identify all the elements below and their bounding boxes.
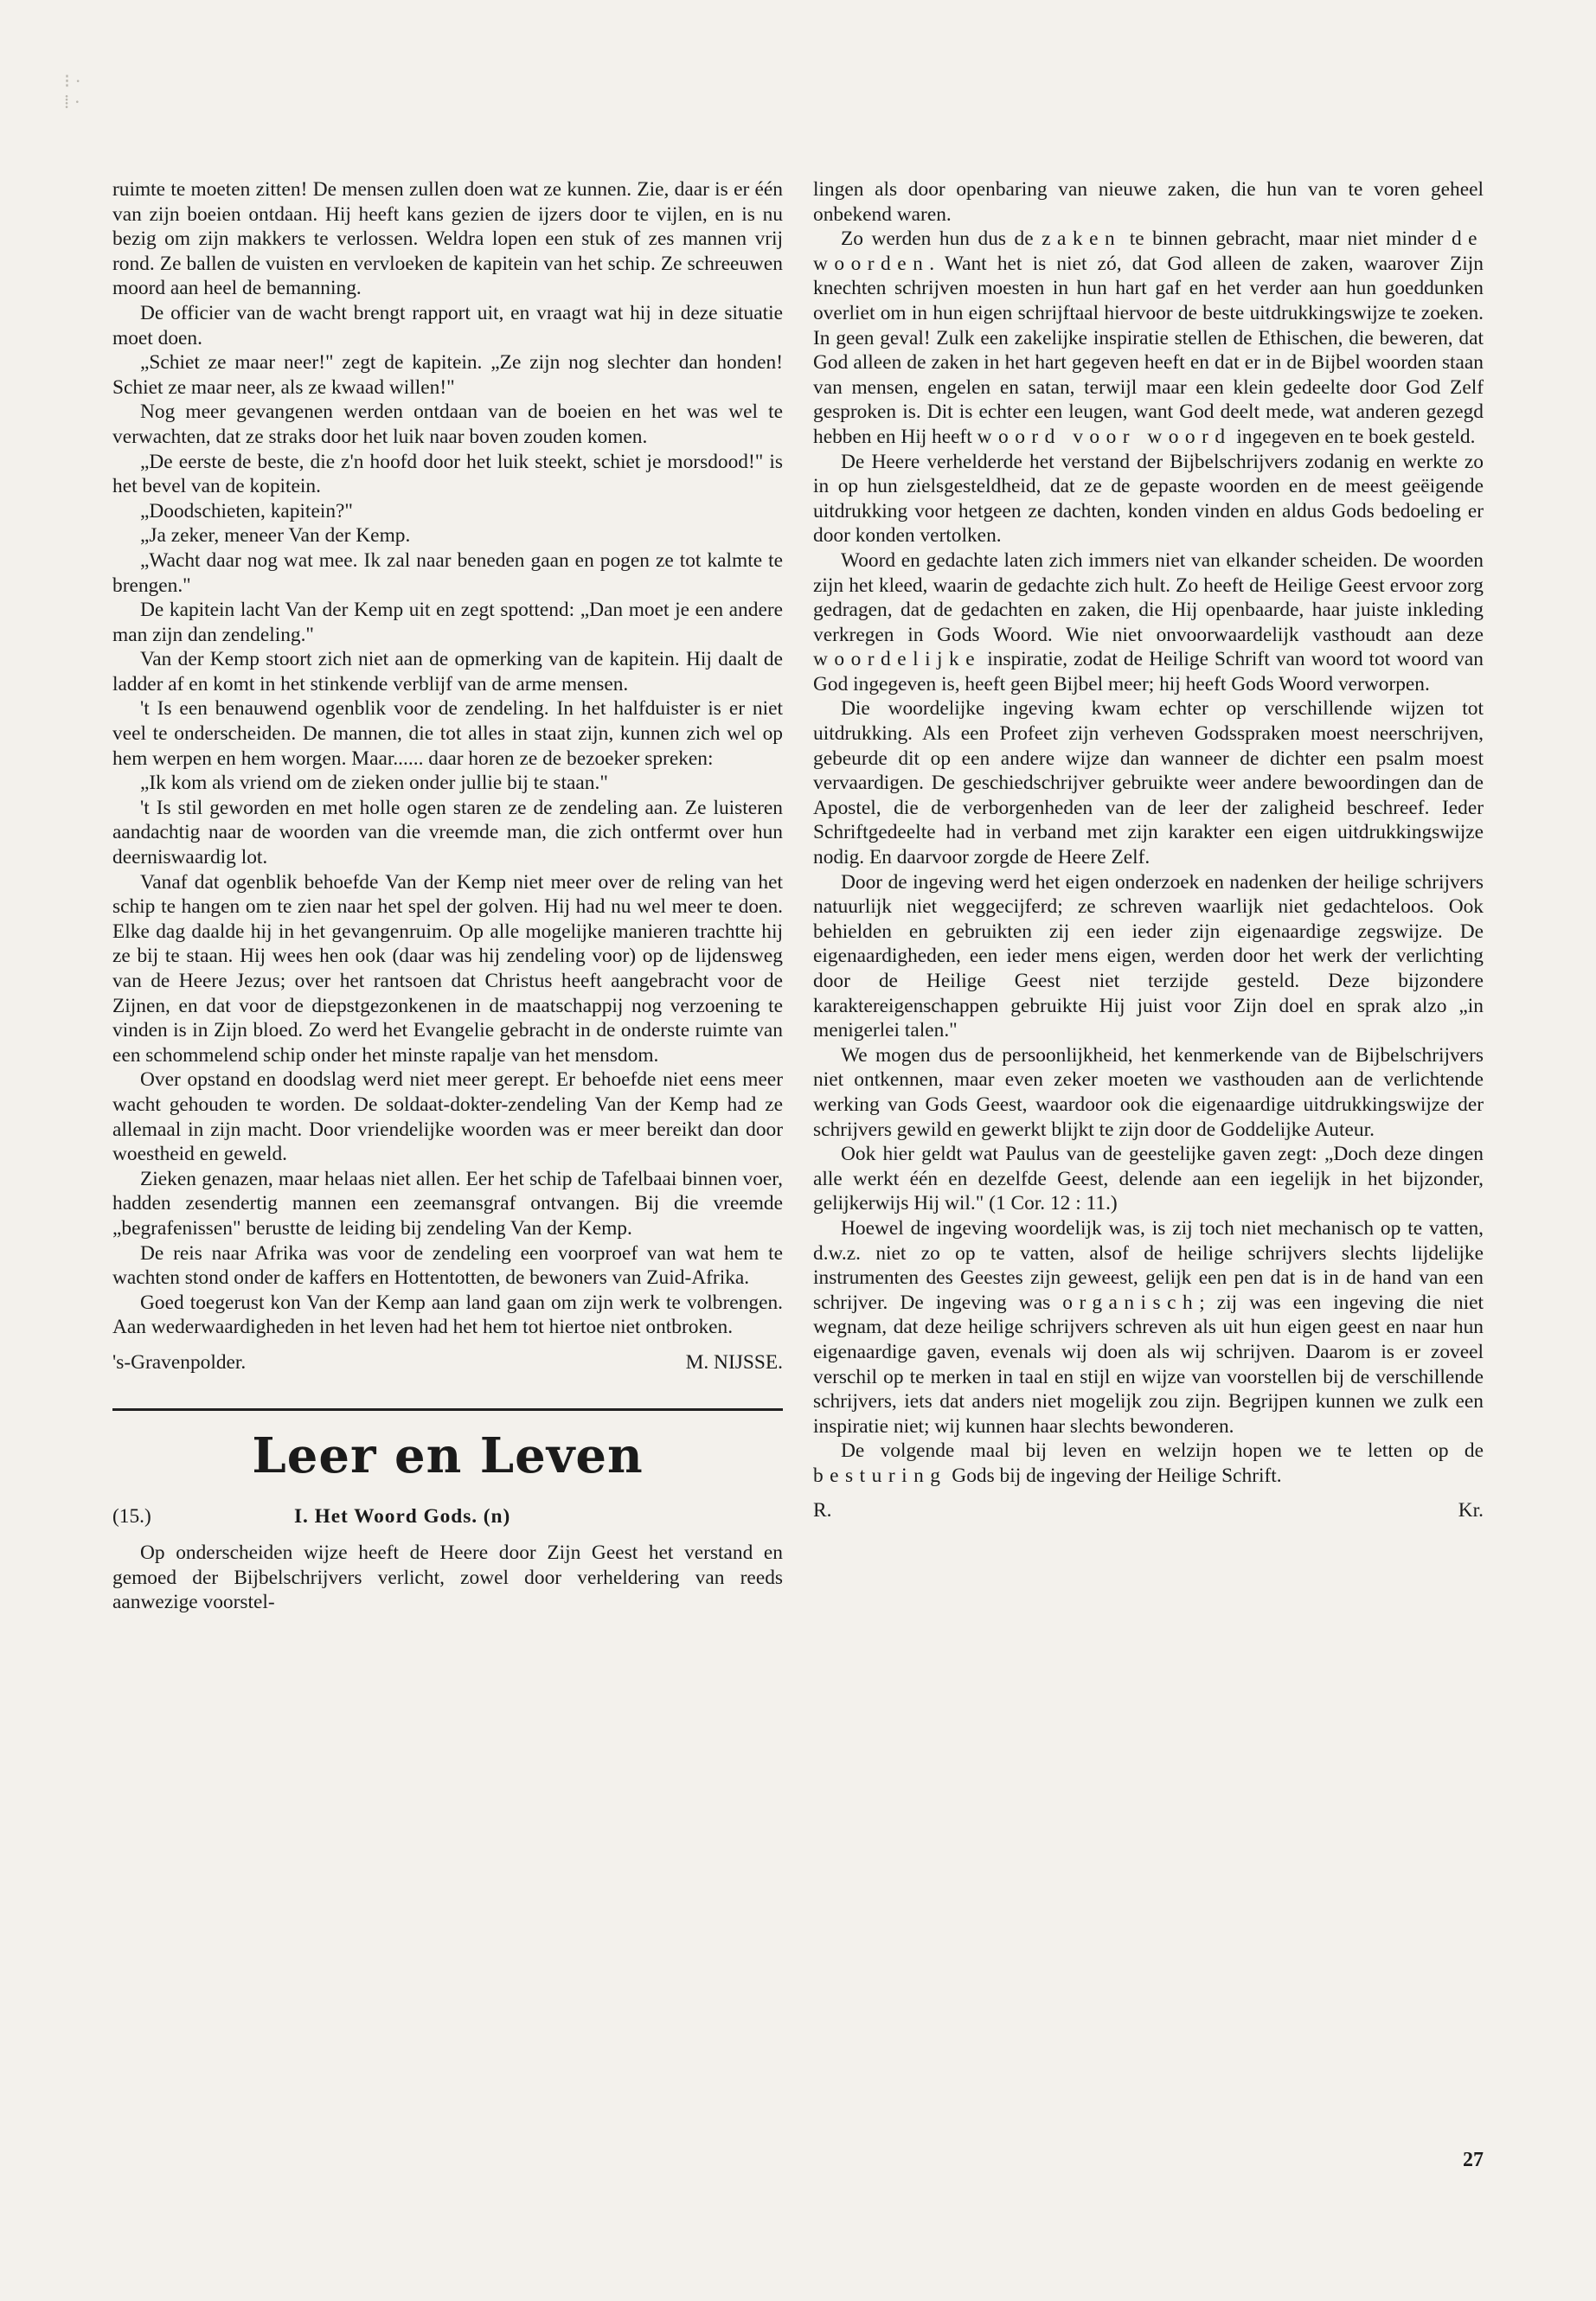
spaced-emphasis: woordelijke bbox=[813, 648, 982, 671]
paragraph: „Ja zeker, meneer Van der Kemp. bbox=[140, 524, 411, 548]
spaced-emphasis: zaken bbox=[1042, 228, 1122, 251]
paragraph: De volgende maal bij leven en welzijn hopen we te letten op de besturing Gods bij de ingeving der Heilige Schrift. bbox=[813, 1439, 1484, 1487]
paragraph: Nog meer gevangenen werden ontdaan van de boeien en het was wel te verwachten, dat ze straks door het luik naar boven zouden komen. bbox=[112, 401, 783, 448]
paragraph: 't Is een benauwend ogenblik voor de zendeling. In het halfduister is er niet veel te onderscheiden. De mannen, die tot alles in staat zijn, kunnen zich wel op hem werpen en hem worgen. Maar...... daar horen ze de bezoeker spreken: bbox=[112, 697, 783, 770]
paragraph: Woord en gedachte laten zich immers niet van elkander scheiden. De woorden zijn het kleed, waarin de gedachte zich hult. Zo heeft de Heilige Geest ervoor zorg gedragen, dat de gedachten en zaken, die Hij openbaarde, haar juiste inkleding verkregen in Gods Woord. Wie niet onvoorwaardelijk vasthoudt aan deze woordelijke inspiratie, zodat de Heilige Schrift van woord tot woord van God ingegeven is, heeft geen Bijbel meer; hij heeft Gods Woord verworpen. bbox=[813, 548, 1484, 695]
paragraph: Over opstand en doodslag werd niet meer gerept. Er behoefde niet eens meer wacht gehouden te worden. De soldaat-dokter-zendeling Van der Kemp had ze allemaal in zijn macht. Door vriendelijke woorden was er meer bereikt dan door woestheid en geweld. bbox=[112, 1068, 783, 1166]
paragraph: 't Is stil geworden en met holle ogen staren ze de zendeling aan. Ze luisteren aandachtig naar de woorden van die vreemde man, die zich ontfermt over hun deerniswaardig lot. bbox=[112, 796, 783, 869]
signoff-initial-left: R. bbox=[813, 1499, 832, 1522]
spaced-emphasis: woord voor woord bbox=[977, 425, 1232, 448]
signoff-initial-right: Kr. bbox=[1458, 1499, 1484, 1522]
article-signoff bbox=[112, 1350, 783, 1375]
section-subheading bbox=[112, 1504, 783, 1529]
paragraph: Van der Kemp stoort zich niet aan de opmerking van de kapitein. Hij daalt de ladder af en komt in het stinkende verblijf van de arme mensen. bbox=[112, 648, 783, 695]
spaced-emphasis: de woorden bbox=[813, 228, 1484, 275]
paragraph: „De eerste de beste, die z'n hoofd door het luik steekt, schiet je morsdood!" is het bevel van de kopitein. bbox=[112, 450, 783, 498]
signoff-author: M. NIJSSE. bbox=[685, 1350, 783, 1374]
right-column bbox=[813, 177, 1484, 1523]
page-number: 27 bbox=[1463, 2149, 1484, 2171]
paragraph: De Heere verhelderde het verstand der Bijbelschrijvers zodanig en werkte zo in op hun zielsgesteldheid, dat ze de gepaste woorden en de meest geëigende uitdrukking voor hetgeen ze dachten, konden vinden en aldus Gods bedoeling er door konden vertolken. bbox=[813, 450, 1484, 548]
paragraph: De kapitein lacht Van der Kemp uit en zegt spottend: „Dan moet je een andere man zijn dan zendeling." bbox=[112, 599, 783, 646]
left-column bbox=[112, 177, 783, 1615]
spaced-emphasis: besturing bbox=[813, 1464, 947, 1487]
paragraph: Door de ingeving werd het eigen onderzoek en nadenken der heilige schrijvers natuurlijk niet weggecijferd; ze schreven waarlijk niet gedachteloos. Ook behielden en gebruikten zij een ieder zijn eigenaardige zegswijze. De eigenaardigheden, een ieder mens eigen, werden door het werk der verlichting door de Heilige Geest niet terzijde gesteld. Deze bijzondere karaktereigenschappen gebruikte Hij juist voor Zijn doel en sprak alzo „in menigerlei talen." bbox=[813, 870, 1484, 1042]
paragraph: „Ik kom als vriend om de zieken onder jullie bij te staan." bbox=[140, 772, 608, 795]
spaced-emphasis: organisch bbox=[1062, 1291, 1200, 1314]
section-divider bbox=[112, 1408, 783, 1411]
section-heading: Leer en Leven bbox=[252, 1426, 644, 1484]
section-number: (15.) bbox=[112, 1504, 151, 1528]
paragraph: De reis naar Afrika was voor de zendeling een voorproef van wat hem te wachten stond onder de kaffers en Hottentotten, de bewoners van Zuid-Afrika. bbox=[112, 1241, 783, 1290]
paragraph: We mogen dus de persoonlijkheid, het kenmerkende van de Bijbelschrijvers niet ontkennen, maar even zeker moeten we vasthouden aan de verlichtende werking van Gods Geest, waardoor ook die eigenaardige uitdrukkingswijze der schrijvers gewild en gewerkt blijkt te zijn door de Goddelijke Auteur. bbox=[813, 1043, 1484, 1141]
paragraph: Hoewel de ingeving woordelijk was, is zij toch niet mechanisch op te vatten, d.w.z. niet zo op te vatten, alsof de heilige schrijvers slechts lijdelijke instrumenten des Geestes zijn geweest, gelijk een pen dat is in de hand van een schrijver. De ingeving was organisch; zij was een ingeving die niet wegnam, dat deze heilige schrijvers schreven als uit hun eigen geest en naar hun eigenaardige gaven, evenals wij doen als wij schrijven. Daarom is er zoveel verschil op te merken in taal en stijl en wijze van voorstellen bij de verschillende schrijvers, iets dat anders niet mogelijk zou zijn. Begrijpen kunnen we zulk een inspiratie niet; wij kunnen haar slechts bewonderen. bbox=[813, 1216, 1484, 1438]
paragraph: Die woordelijke ingeving kwam echter op verschillende wijzen tot uitdrukking. Als een Profeet zijn verheven Godsspraken moest neerschrijven, gebeurde dit op een andere wijze dan wanneer de dichter een psalm moest vervaardigen. De geschiedschrijver gebruikte weer andere bewoordingen dan de Apostel, die de verborgenheden van de leer der zaligheid beschreef. Ieder Schriftgedeelte had in verband met zijn karakter een eigen uitdrukkingswijze nodig. En daarvoor zorgde de Heere Zelf. bbox=[813, 697, 1484, 869]
paragraph: Ook hier geldt wat Paulus van de geestelijke gaven zegt: „Doch deze dingen alle werkt één en dezelfde Geest, delende aan een iegelijk in het bijzonder, gelijkerwijs Hij wil." (1 Cor. 12 : 11.) bbox=[813, 1143, 1484, 1215]
paragraph: Op onderscheiden wijze heeft de Heere door Zijn Geest het verstand en gemoed der Bijbelschrijvers verlicht, zowel door verheldering van reeds aanwezige voorstel- bbox=[112, 1541, 783, 1614]
paragraph: Goed toegerust kon Van der Kemp aan land gaan om zijn werk te volbrengen. Aan wederwaardigheden in het leven had het hem tot hiertoe niet ontbroken. bbox=[112, 1291, 783, 1339]
paragraph: Vanaf dat ogenblik behoefde Van der Kemp niet meer over de reling van het schip te hangen om te zien naar het spel der golven. Hij had nu wel meer te doen. Elke dag daalde hij in het gevangenruim. Op alle mogelijke manieren trachtte hij ze bij te staan. Hij wees hen ook (daar was hij zendeling voor) op de lijdensweg van de Heere Jezus; over het rantsoen dat Christus heeft aangebracht voor de Zijnen, en dat voor de diepstgezonkenen in de maatschappij nog verzoening te vinden is in Zijn bloed. Zo werd het Evangelie gebracht in de onderste ruimte van een schommelend schip onder het minste rapalje van het mensdom. bbox=[112, 870, 783, 1067]
paragraph: „Doodschieten, kapitein?" bbox=[140, 499, 353, 522]
paragraph: Zieken genazen, maar helaas niet allen. Eer het schip de Tafelbaai binnen voer, hadden zesendertig mannen een zeemansgraf ontvangen. Bij die vreemde „begrafenissen" berustte de leiding bij zendeling Van der Kemp. bbox=[112, 1167, 783, 1240]
margin-annotation: ⁝ · ⁞ · bbox=[64, 70, 81, 113]
paragraph: De officier van de wacht brengt rapport uit, en vraagt wat hij in deze situatie moet doen. bbox=[112, 301, 783, 349]
paragraph: ruimte te moeten zitten! De mensen zullen doen wat ze kunnen. Zie, daar is er één van zijn boeien ontdaan. Hij heeft kans gezien de ijzers door te vijlen, en is nu bezig om zijn makkers te verlossen. Weldra lopen een stuk of zes mannen vrij rond. Ze ballen de vuisten en vervloeken de kapitein van het schip. Ze schreeuwen moord aan heel de bemanning. bbox=[112, 178, 783, 300]
article-signoff bbox=[813, 1498, 1484, 1523]
paragraph: Zo werden hun dus de zaken te binnen gebracht, maar niet minder de woorden. Want het is niet zó, dat God alleen de zaken, waarover Zijn knechten schrijven moesten in hun hart gaf en het verder aan hun goeddunken overliet om in hun eigen schrijftaal hiervoor de beste uitdrukkingswijze te zoeken. In geen geval! Zulk een zakelijke inspiratie stellen de Ethischen, die beweren, dat God alleen de zaken in het hart gegeven heeft en dat er in de Bijbel woorden staan van mensen, engelen en satan, terwijl maar een klein gedeelte door God Zelf gesproken is. Dit is echter een leugen, want God deelt mede, wat anderen gezegd hebben en Hij heeft woord voor woord ingegeven en te boek gesteld. bbox=[813, 228, 1484, 448]
paragraph: lingen als door openbaring van nieuwe zaken, die hun van te voren geheel onbekend waren. bbox=[813, 178, 1484, 226]
paragraph: „Schiet ze maar neer!" zegt de kapitein. „Ze zijn nog slechter dan honden! Schiet ze maar neer, als ze kwaad willen!" bbox=[112, 351, 783, 399]
section-subtitle: I. Het Woord Gods. (n) bbox=[294, 1504, 511, 1528]
paragraph: „Wacht daar nog wat mee. Ik zal naar beneden gaan en pogen ze tot kalmte te brengen." bbox=[112, 548, 783, 597]
signoff-place: 's-Gravenpolder. bbox=[112, 1350, 247, 1374]
